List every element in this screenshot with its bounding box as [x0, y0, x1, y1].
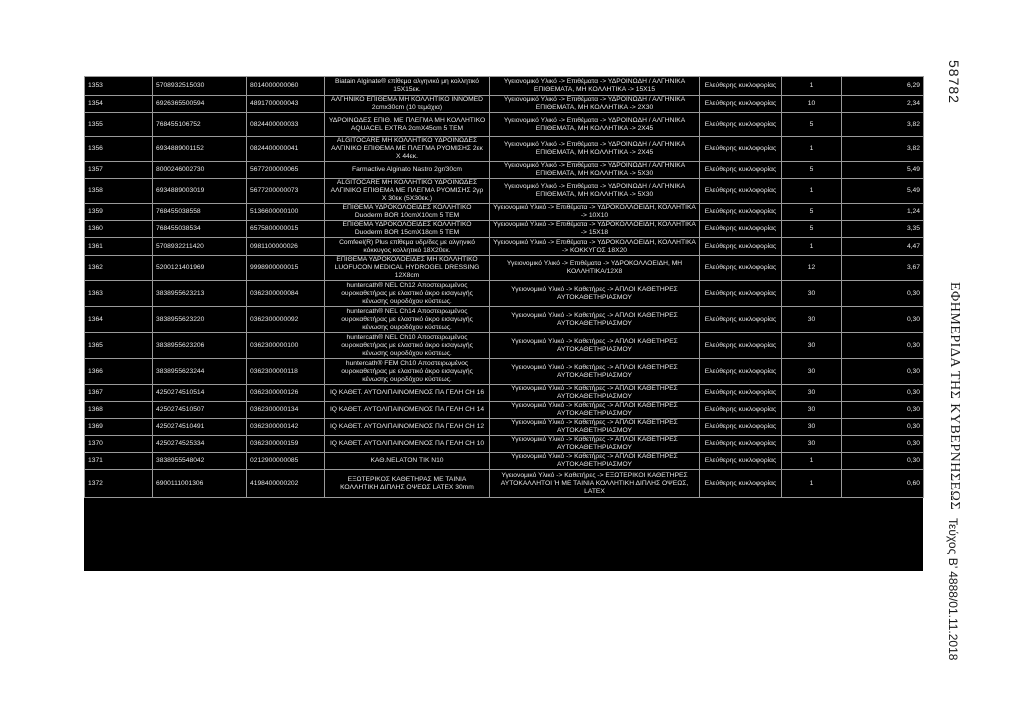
- product-code: 0362300000126: [247, 385, 325, 402]
- table-row: [85, 96, 924, 113]
- barcode: 8000246002730: [153, 162, 247, 179]
- row-number: 1363: [85, 281, 153, 307]
- barcode: 3838955623220: [153, 307, 247, 333]
- row-number: 1359: [85, 204, 153, 221]
- table-row: [85, 238, 924, 256]
- product-code: 0362300000092: [247, 307, 325, 333]
- category-path: Υγειονομικό Υλικό -> Καθετήρες -> ΑΠΛΟΙ ΚΑΘΕΤΗΡΕΣ ΑΥΤΟΚΑΘΕΤΗΡΙΑΣΜΟΥ: [490, 402, 700, 419]
- price: 0,30: [842, 402, 924, 419]
- quantity: 30: [782, 281, 842, 307]
- market-status: Ελεύθερης κυκλοφορίας: [700, 256, 782, 281]
- quantity: 30: [782, 419, 842, 436]
- table-row: [85, 436, 924, 453]
- price: 4,47: [842, 238, 924, 256]
- price: 5,49: [842, 179, 924, 204]
- product-name: Farmactive Alginato Nastro 2gr/30cm: [325, 162, 490, 179]
- quantity: 30: [782, 307, 842, 333]
- row-number: 1365: [85, 333, 153, 359]
- barcode: 3838955623206: [153, 333, 247, 359]
- table-row: [85, 453, 924, 470]
- category-path: Υγειονομικό Υλικό -> Καθετήρες -> ΕΞΩΤΕΡΙΚΟΙ ΚΑΘΕΤΗΡΕΣ ΑΥΤΟΚΑΛΛΗΤΟΙ Ή ΜΕ ΤΑΙΝΙΑ ΚΟΛΛΗΤΙΚΗ ΔΙΠΛΗΣ ΟΨΕΩΣ, LATEX: [490, 470, 700, 498]
- price: 1,24: [842, 204, 924, 221]
- price: 0,30: [842, 419, 924, 436]
- table-row: [85, 419, 924, 436]
- product-code: 0212900000085: [247, 453, 325, 470]
- product-code: 4198400000202: [247, 470, 325, 498]
- category-path: Υγειονομικό Υλικό -> Επιθέματα -> ΥΔΡΟΚΟΛΛΟΕΙΔΗ, ΚΟΛΛΗΤΙΚΑ -> 10X10: [490, 204, 700, 221]
- barcode: 768455106752: [153, 113, 247, 137]
- product-name: Comfeel(R) Plus επίθεμα υδρ/δες με αλγηνικό κόκκυγος κολλητικό 18Χ20εκ.: [325, 238, 490, 256]
- row-number: 1370: [85, 436, 153, 453]
- product-name: huntercath® NEL Ch10 Αποστειρωμένος ουροκαθετήρας με ελαστικό άκρο εισαγωγής κένωσης ουροδόχου κύστεως.: [325, 333, 490, 359]
- product-code: 0362300000159: [247, 436, 325, 453]
- market-status: Ελεύθερης κυκλοφορίας: [700, 179, 782, 204]
- market-status: Ελεύθερης κυκλοφορίας: [700, 77, 782, 96]
- row-number: 1372: [85, 470, 153, 498]
- barcode: 4250274510514: [153, 385, 247, 402]
- market-status: Ελεύθερης κυκλοφορίας: [700, 238, 782, 256]
- product-name: huntercath® NEL Ch14 Αποστειρωμένος ουροκαθετήρας με ελαστικό άκρο εισαγωγής κένωσης ουροδόχου κύστεως.: [325, 307, 490, 333]
- row-number: 1355: [85, 113, 153, 137]
- product-code: 0362300000134: [247, 402, 325, 419]
- table-row: [85, 307, 924, 333]
- category-path: Υγειονομικό Υλικό -> Επιθέματα -> ΥΔΡΟΙΝΩΔΗ / ΑΛΓΗΝΙΚΑ ΕΠΙΘΕΜΑΤΑ, ΜΗ ΚΟΛΛΗΤΙΚΑ -> 5X30: [490, 179, 700, 204]
- market-status: Ελεύθερης κυκλοφορίας: [700, 453, 782, 470]
- row-number: 1367: [85, 385, 153, 402]
- product-name: ΥΔΡΟΙΝΩΔΕΣ ΕΠΙΘ. ΜΕ ΠΛΕΓΜΑ ΜΗ ΚΟΛΛΗΤΙΚΟ AQUACEL EXTRA 2cmX45cm 5 TEM: [325, 113, 490, 137]
- product-code: 0824400000033: [247, 113, 325, 137]
- table-row: [85, 385, 924, 402]
- barcode: 3838955548042: [153, 453, 247, 470]
- row-number: 1354: [85, 96, 153, 113]
- row-number: 1357: [85, 162, 153, 179]
- price: 3,67: [842, 256, 924, 281]
- product-name: ΕΠΙΘΕΜΑ ΥΔΡΟΚΟΛΟΕΙΔΕΣ ΜΗ ΚΟΛΛΗΤΙΚΟ LUOFUCON MEDICAL HYDROGEL DRESSING 12X8cm: [325, 256, 490, 281]
- market-status: Ελεύθερης κυκλοφορίας: [700, 402, 782, 419]
- quantity: 5: [782, 221, 842, 238]
- market-status: Ελεύθερης κυκλοφορίας: [700, 436, 782, 453]
- barcode: 4250274525334: [153, 436, 247, 453]
- quantity: 12: [782, 256, 842, 281]
- row-number: 1362: [85, 256, 153, 281]
- market-status: Ελεύθερης κυκλοφορίας: [700, 113, 782, 137]
- category-path: Υγειονομικό Υλικό -> Επιθέματα -> ΥΔΡΟΙΝΩΔΗ / ΑΛΓΗΝΙΚΑ ΕΠΙΘΕΜΑΤΑ, ΜΗ ΚΟΛΛΗΤΙΚΑ -> 2X45: [490, 137, 700, 162]
- product-code: 4891700000043: [247, 96, 325, 113]
- quantity: 1: [782, 179, 842, 204]
- market-status: Ελεύθερης κυκλοφορίας: [700, 307, 782, 333]
- row-number: 1371: [85, 453, 153, 470]
- price: 5,49: [842, 162, 924, 179]
- table-row: [85, 77, 924, 96]
- product-code: 0362300000118: [247, 359, 325, 385]
- page-number: 58782: [946, 60, 962, 104]
- barcode: 4250274510507: [153, 402, 247, 419]
- table-row: [85, 162, 924, 179]
- quantity: 30: [782, 359, 842, 385]
- category-path: Υγειονομικό Υλικό -> Επιθέματα -> ΥΔΡΟΚΟΛΛΟΕΙΔΗ, ΜΗ ΚΟΛΛΗΤΙΚΑ/12X8: [490, 256, 700, 281]
- product-name: IQ ΚΑΘΕΤ. ΑΥΤΟΛΙΠΑΙΝΟΜΕΝΟΣ ΠΑ ΓΕΛΗ CH 14: [325, 402, 490, 419]
- table-row: [85, 137, 924, 162]
- product-code: 5677200000065: [247, 162, 325, 179]
- category-path: Υγειονομικό Υλικό -> Επιθέματα -> ΥΔΡΟΚΟΛΛΟΕΙΔΗ, ΚΟΛΛΗΤΙΚΑ -> 15X18: [490, 221, 700, 238]
- row-number: 1356: [85, 137, 153, 162]
- category-path: Υγειονομικό Υλικό -> Επιθέματα -> ΥΔΡΟΚΟΛΛΟΕΙΔΗ, ΚΟΛΛΗΤΙΚΑ -> ΚΟΚΚΥΓΟΣ 18Χ20: [490, 238, 700, 256]
- table-row: [85, 113, 924, 137]
- product-code: 6575800000015: [247, 221, 325, 238]
- product-name: IQ ΚΑΘΕΤ. ΑΥΤΟΛΙΠΑΙΝΟΜΕΝΟΣ ΠΑ ΓΕΛΗ CH 16: [325, 385, 490, 402]
- price: 3,35: [842, 221, 924, 238]
- table-row: [85, 402, 924, 419]
- market-status: Ελεύθερης κυκλοφορίας: [700, 419, 782, 436]
- product-name: huntercath® NEL Ch12 Αποστειρωμένος ουροκαθετήρας με ελαστικό άκρο εισαγωγής κένωσης ουροδόχου κύστεως.: [325, 281, 490, 307]
- row-number: 1360: [85, 221, 153, 238]
- product-code: 5136600000100: [247, 204, 325, 221]
- market-status: Ελεύθερης κυκλοφορίας: [700, 162, 782, 179]
- quantity: 1: [782, 470, 842, 498]
- table-row: [85, 204, 924, 221]
- price: 0,30: [842, 333, 924, 359]
- price: 0,30: [842, 436, 924, 453]
- barcode: 6934889001152: [153, 137, 247, 162]
- product-code: 0824400000041: [247, 137, 325, 162]
- barcode: 5708932211420: [153, 238, 247, 256]
- product-code: 5677200000073: [247, 179, 325, 204]
- quantity: 30: [782, 402, 842, 419]
- category-path: Υγειονομικό Υλικό -> Καθετήρες -> ΑΠΛΟΙ ΚΑΘΕΤΗΡΕΣ ΑΥΤΟΚΑΘΕΤΗΡΙΑΣΜΟΥ: [490, 419, 700, 436]
- quantity: 5: [782, 113, 842, 137]
- barcode: 3838955623213: [153, 281, 247, 307]
- quantity: 1: [782, 77, 842, 96]
- market-status: Ελεύθερης κυκλοφορίας: [700, 333, 782, 359]
- category-path: Υγειονομικό Υλικό -> Καθετήρες -> ΑΠΛΟΙ ΚΑΘΕΤΗΡΕΣ ΑΥΤΟΚΑΘΕΤΗΡΙΑΣΜΟΥ: [490, 281, 700, 307]
- row-number: 1358: [85, 179, 153, 204]
- category-path: Υγειονομικό Υλικό -> Καθετήρες -> ΑΠΛΟΙ ΚΑΘΕΤΗΡΕΣ ΑΥΤΟΚΑΘΕΤΗΡΙΑΣΜΟΥ: [490, 307, 700, 333]
- gazette-title: ΕΦΗΜΕΡΙΔΑ ΤΗΣ ΚΥΒΕΡΝΗΣΕΩΣ: [947, 282, 962, 511]
- market-status: Ελεύθερης κυκλοφορίας: [700, 470, 782, 498]
- row-number: 1361: [85, 238, 153, 256]
- price: 0,30: [842, 281, 924, 307]
- row-number: 1368: [85, 402, 153, 419]
- price: 3,82: [842, 113, 924, 137]
- product-name: IQ ΚΑΘΕΤ. ΑΥΤΟΛΙΠΑΙΝΟΜΕΝΟΣ ΠΑ ΓΕΛΗ CH 10: [325, 436, 490, 453]
- market-status: Ελεύθερης κυκλοφορίας: [700, 96, 782, 113]
- row-number: 1366: [85, 359, 153, 385]
- product-name: ALGITOCARE ΜΗ ΚΟΛΛΗΤΙΚΟ ΥΔΡΟΙΝΩΔΕΣ ΑΛΓΙΝΙΚΟ ΕΠΙΘΕΜΑ ΜΕ ΠΛΕΓΜΑ ΡΥΟΜΙΣΗΣ 2εκ X 44εκ.: [325, 137, 490, 162]
- table-row: [85, 470, 924, 498]
- category-path: Υγειονομικό Υλικό -> Καθετήρες -> ΑΠΛΟΙ ΚΑΘΕΤΗΡΕΣ ΑΥΤΟΚΑΘΕΤΗΡΙΑΣΜΟΥ: [490, 453, 700, 470]
- price: 0,60: [842, 470, 924, 498]
- product-name: ΕΠΙΘΕΜΑ ΥΔΡΟΚΟΛΟΕΙΔΕΣ ΚΟΛΛΗΤΙΚΟ Duoderm BOR 10cmX10cm 5 TEM: [325, 204, 490, 221]
- barcode: 768455038558: [153, 204, 247, 221]
- category-path: Υγειονομικό Υλικό -> Καθετήρες -> ΑΠΛΟΙ ΚΑΘΕΤΗΡΕΣ ΑΥΤΟΚΑΘΕΤΗΡΙΑΣΜΟΥ: [490, 333, 700, 359]
- barcode: 5708932515030: [153, 77, 247, 96]
- quantity: 1: [782, 137, 842, 162]
- product-name: IQ ΚΑΘΕΤ. ΑΥΤΟΛΙΠΑΙΝΟΜΕΝΟΣ ΠΑ ΓΕΛΗ CH 12: [325, 419, 490, 436]
- barcode: 3838955623244: [153, 359, 247, 385]
- category-path: Υγειονομικό Υλικό -> Επιθέματα -> ΥΔΡΟΙΝΩΔΗ / ΑΛΓΗΝΙΚΑ ΕΠΙΘΕΜΑΤΑ, ΜΗ ΚΟΛΛΗΤΙΚΑ -> 2X45: [490, 113, 700, 137]
- product-name: ALGITOCARE ΜΗ ΚΟΛΛΗΤΙΚΟ ΥΔΡΟΙΝΩΔΕΣ ΑΛΓΙΝΙΚΟ ΕΠΙΘΕΜΑ ΜΕ ΠΛΕΓΜΑ ΡΥΟΜΙΣΗΣ 2γρ X 30εκ (5X30εκ.): [325, 179, 490, 204]
- market-status: Ελεύθερης κυκλοφορίας: [700, 221, 782, 238]
- category-path: Υγειονομικό Υλικό -> Επιθέματα -> ΥΔΡΟΙΝΩΔΗ / ΑΛΓΗΝΙΚΑ ΕΠΙΘΕΜΑΤΑ, ΜΗ ΚΟΛΛΗΤΙΚΑ -> 2Χ30: [490, 96, 700, 113]
- product-code: 8014000000060: [247, 77, 325, 96]
- category-path: Υγειονομικό Υλικό -> Επιθέματα -> ΥΔΡΟΙΝΩΔΗ / ΑΛΓΗΝΙΚΑ ΕΠΙΘΕΜΑΤΑ, ΜΗ ΚΟΛΛΗΤΙΚΑ -> 15X15: [490, 77, 700, 96]
- market-status: Ελεύθερης κυκλοφορίας: [700, 385, 782, 402]
- product-name: huntercath® FEM Ch10 Αποστειρωμένος ουροκαθετήρας με ελαστικό άκρο εισαγωγής κένωσης ουροδόχου κύστεως.: [325, 359, 490, 385]
- barcode: 6934889003019: [153, 179, 247, 204]
- product-code: 0362300000142: [247, 419, 325, 436]
- product-code: 0981100000026: [247, 238, 325, 256]
- table-row: [85, 256, 924, 281]
- market-status: Ελεύθερης κυκλοφορίας: [700, 281, 782, 307]
- table-row: [85, 359, 924, 385]
- table-row: [85, 221, 924, 238]
- table-row: [85, 333, 924, 359]
- product-name: ΕΞΩΤΕΡΙΚΟΣ ΚΑΘΕΤΗΡΑΣ ΜΕ ΤΑΙΝΙΑ ΚΟΛΛΗΤΙΚΗ ΔΙΠΛΗΣ ΟΨΕΩΣ LATEX 30mm: [325, 470, 490, 498]
- row-number: 1369: [85, 419, 153, 436]
- product-name: ΚΑΘ.NELATON TIK N10: [325, 453, 490, 470]
- category-path: Υγειονομικό Υλικό -> Επιθέματα -> ΥΔΡΟΙΝΩΔΗ / ΑΛΓΗΝΙΚΑ ΕΠΙΘΕΜΑΤΑ, ΜΗ ΚΟΛΛΗΤΙΚΑ -> 5X30: [490, 162, 700, 179]
- barcode: 768455038534: [153, 221, 247, 238]
- product-name: ΑΛΓΗΝΙΚΟ ΕΠΙΘΕΜΑ ΜΗ ΚΟΛΛΗΤΙΚΟ INNOMED 2cmx30cm (10 τεμάχια): [325, 96, 490, 113]
- quantity: 1: [782, 238, 842, 256]
- quantity: 5: [782, 162, 842, 179]
- price: 2,34: [842, 96, 924, 113]
- quantity: 10: [782, 96, 842, 113]
- price: 0,30: [842, 359, 924, 385]
- price: 0,30: [842, 385, 924, 402]
- issue-label: Τεύχος Β’ 4888/01.11.2018: [946, 518, 960, 661]
- barcode: 6900111001306: [153, 470, 247, 498]
- category-path: Υγειονομικό Υλικό -> Καθετήρες -> ΑΠΛΟΙ ΚΑΘΕΤΗΡΕΣ ΑΥΤΟΚΑΘΕΤΗΡΙΑΣΜΟΥ: [490, 436, 700, 453]
- market-status: Ελεύθερης κυκλοφορίας: [700, 359, 782, 385]
- row-number: 1364: [85, 307, 153, 333]
- category-path: Υγειονομικό Υλικό -> Καθετήρες -> ΑΠΛΟΙ ΚΑΘΕΤΗΡΕΣ ΑΥΤΟΚΑΘΕΤΗΡΙΑΣΜΟΥ: [490, 385, 700, 402]
- quantity: 1: [782, 453, 842, 470]
- market-status: Ελεύθερης κυκλοφορίας: [700, 204, 782, 221]
- quantity: 30: [782, 436, 842, 453]
- product-code: 0362300000084: [247, 281, 325, 307]
- barcode: 6926365500594: [153, 96, 247, 113]
- price: 3,82: [842, 137, 924, 162]
- quantity: 5: [782, 204, 842, 221]
- product-name: Biatain Alginate® επίθεμα αλγηνικό μη κολλητικό 15Χ15εκ.: [325, 77, 490, 96]
- category-path: Υγειονομικό Υλικό -> Καθετήρες -> ΑΠΛΟΙ ΚΑΘΕΤΗΡΕΣ ΑΥΤΟΚΑΘΕΤΗΡΙΑΣΜΟΥ: [490, 359, 700, 385]
- quantity: 30: [782, 385, 842, 402]
- table-row: [85, 281, 924, 307]
- price: 0,30: [842, 307, 924, 333]
- product-code: 0362300000100: [247, 333, 325, 359]
- product-table: [84, 76, 924, 498]
- market-status: Ελεύθερης κυκλοφορίας: [700, 137, 782, 162]
- price: 0,30: [842, 453, 924, 470]
- product-name: ΕΠΙΘΕΜΑ ΥΔΡΟΚΟΛΟΕΙΔΕΣ ΚΟΛΛΗΤΙΚΟ Duoderm BOR 15cmX18cm 5 TEM: [325, 221, 490, 238]
- product-code: 9998900000015: [247, 256, 325, 281]
- quantity: 30: [782, 333, 842, 359]
- barcode: 4250274510491: [153, 419, 247, 436]
- barcode: 5200121401969: [153, 256, 247, 281]
- table-row: [85, 179, 924, 204]
- price: 6,29: [842, 77, 924, 96]
- row-number: 1353: [85, 77, 153, 96]
